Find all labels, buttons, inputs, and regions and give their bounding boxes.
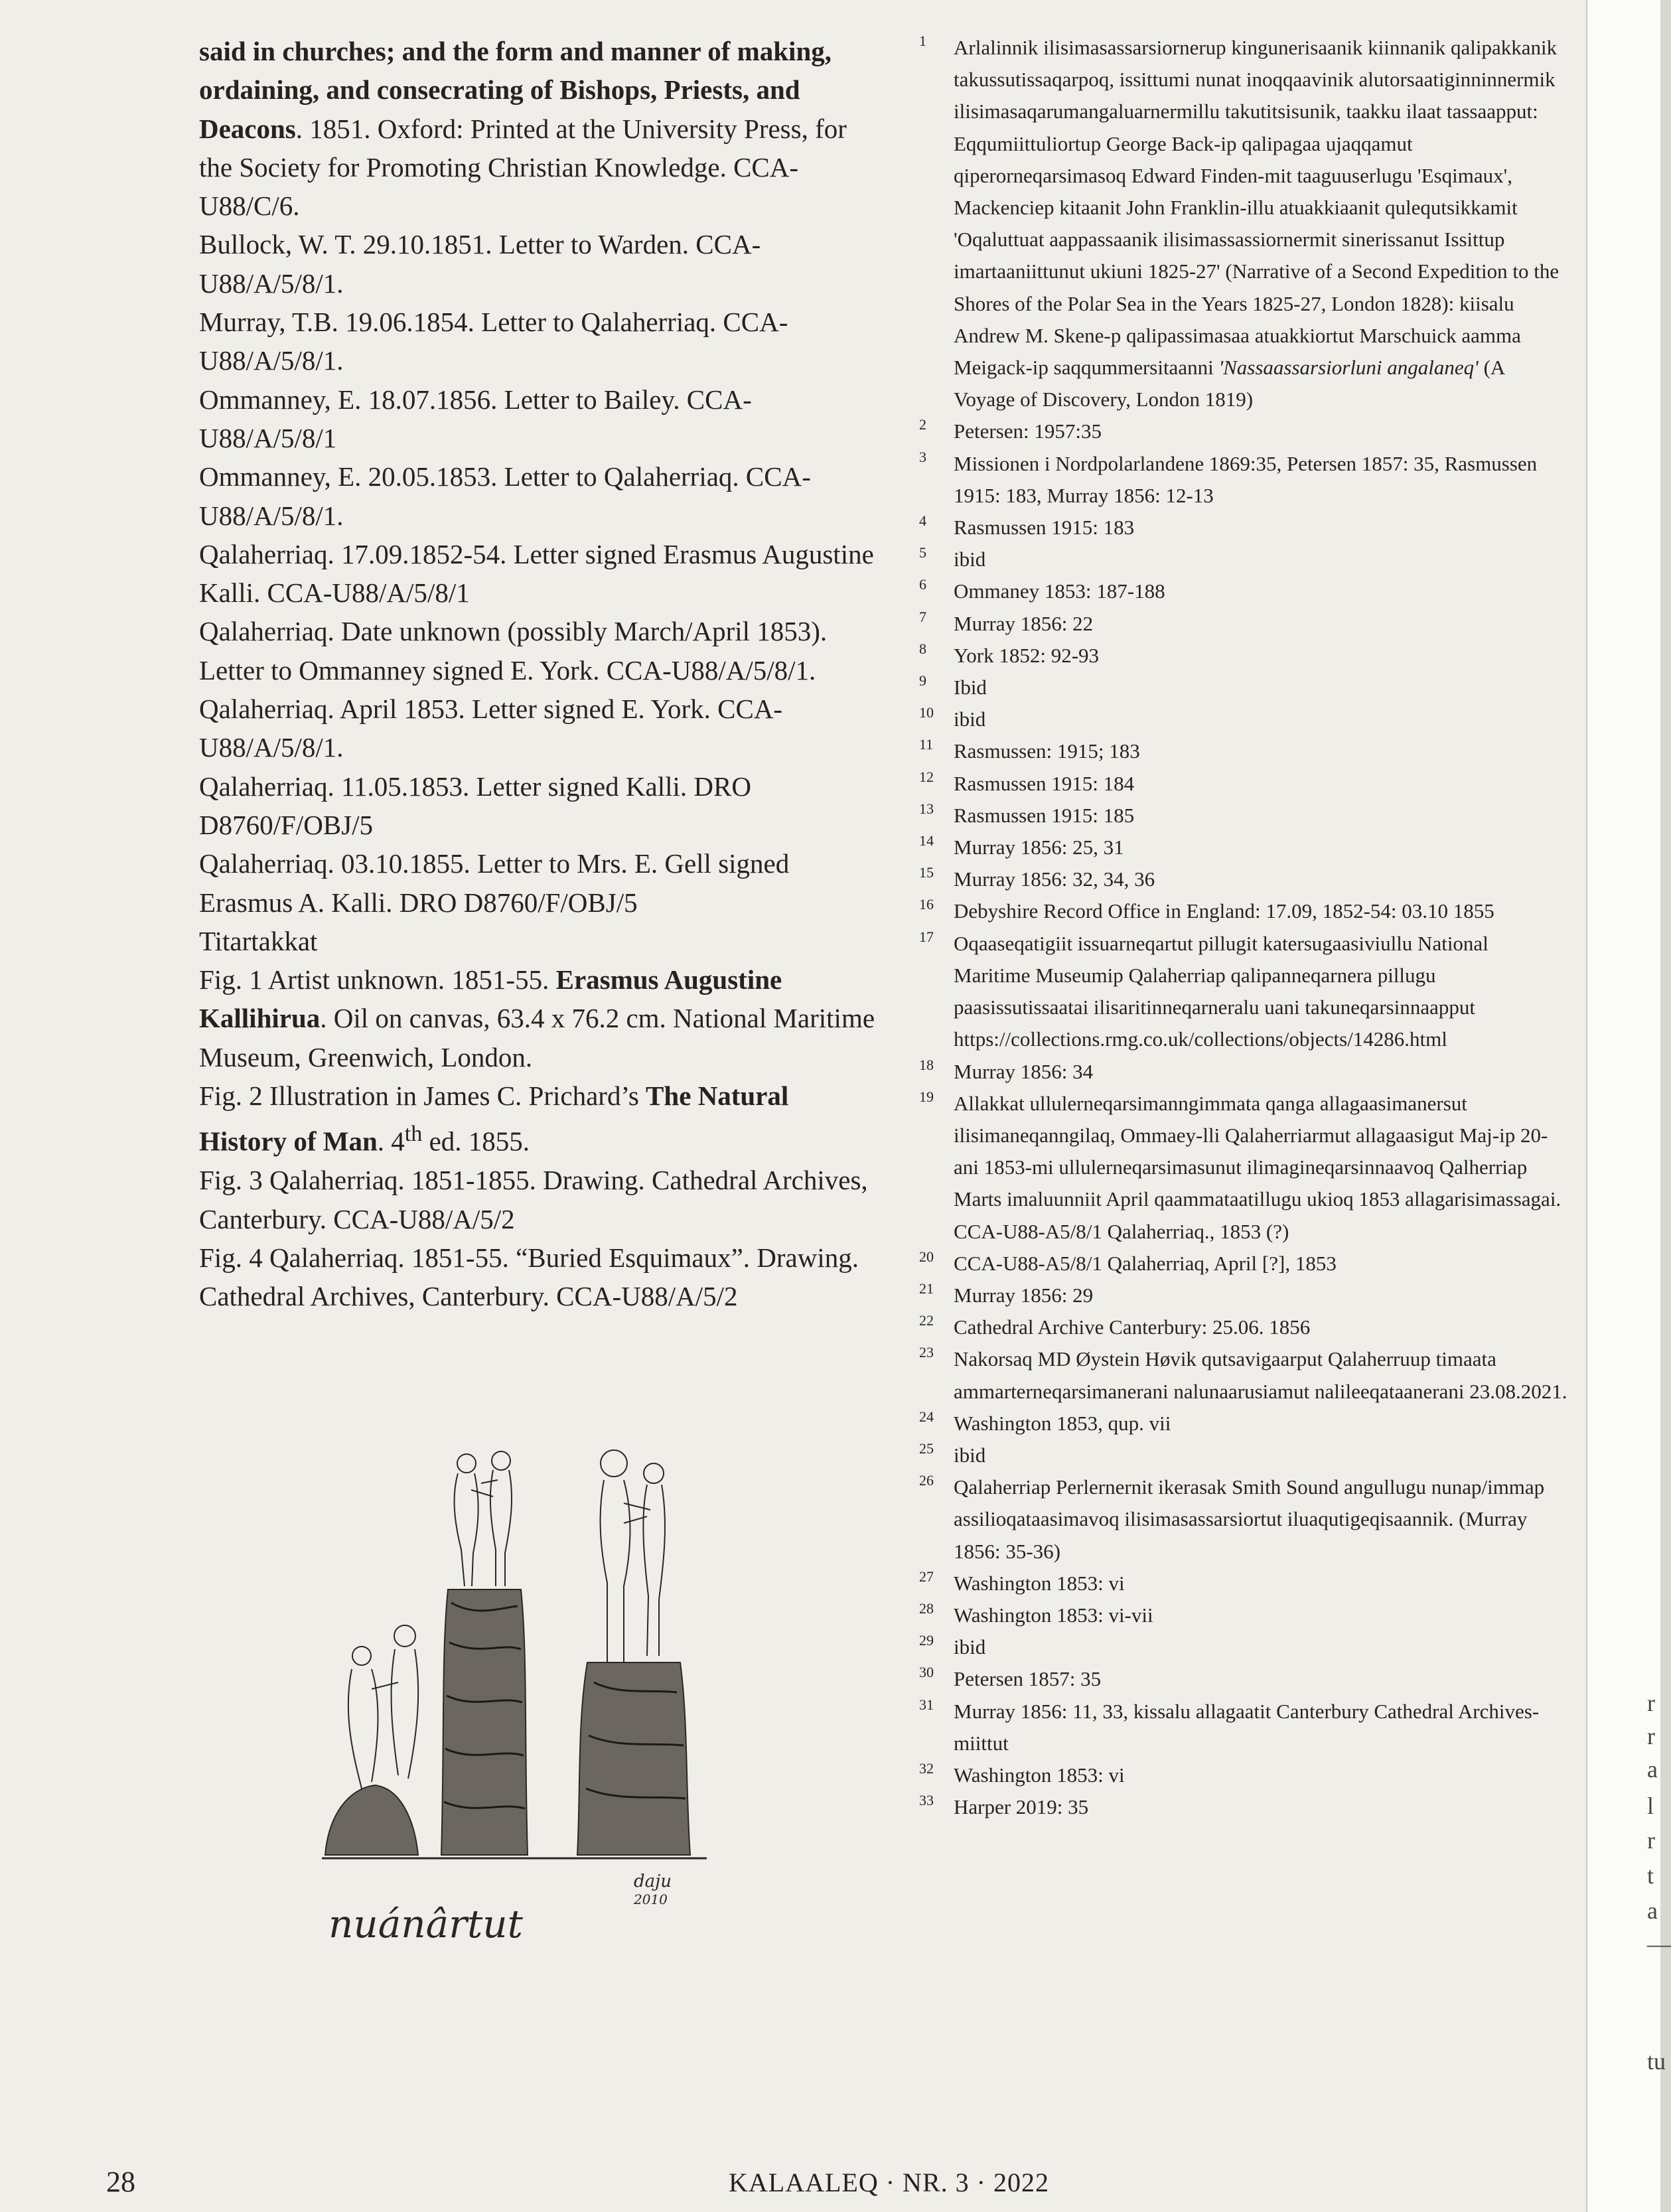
next-page-letter: t (1647, 1862, 1654, 1889)
footnote-text: ibid (954, 1443, 986, 1467)
footnote-text: Arlalinnik ilisimasassarsiornerup kingunerisaanik kiinnanik qalipakkanik takussutissaqarpoq, issittumi nunat inoqqaavinik alutorsaatiginninnermik ilisimasaqarumangaluarnermillu takutitsisunik, taakku ilaat tassaapput: Eqqumiittuliortup George Back-ip qalipagaa ujaqqamut qiperorneqarsimasoq Edward Finden-mit taaguuserlugu 'Esqimaux', Mackenciep kitaanit John Franklin-illu atuakkiaanit qulequtsikkamit 'Oqaluttuat aappassaanik ilisimassassiornermit sinerissanut Issittup imartaaniittunut ukiuni 1825-27' (Narrative of a Second Expedition to the Shores of the Polar Sea in the Years 1825-27, London 1828): kiisalu Andrew M. Skene-p qalipassimasaa atuakkiortut Marschuick aamma Meigack-ip saqqummersitaanni (954, 36, 1560, 380)
next-page-letter: — (1647, 1931, 1671, 1957)
footnote (919, 895, 1569, 927)
footnote (919, 1568, 1569, 1599)
footnote-text: Nakorsaq MD Øystein Høvik qutsavigaarput Qalaherruup timaata ammarterneqarsimanerani nalunaarusiamut nalileeqataanerani 23.08.2021. (954, 1347, 1567, 1403)
footnote-number: 10 (919, 704, 934, 721)
footnote-text: Ommaney 1853: 187-188 (954, 579, 1165, 603)
footnote-text: Murray 1856: 22 (954, 611, 1094, 635)
footnote (919, 1439, 1569, 1471)
footnote-text: Missionen i Nordpolarlandene 1869:35, Petersen 1857: 35, Rasmussen 1915: 183, Murray 1856: 12-13 (954, 451, 1538, 507)
next-page-letter: r (1647, 1827, 1655, 1854)
footnote-number: 22 (919, 1312, 934, 1329)
footnote (919, 800, 1569, 832)
footnote (919, 1056, 1569, 1088)
footnote-number: 14 (919, 832, 934, 849)
section-heading: Titartakkat (199, 925, 318, 956)
footnote-italic-title: 'Nassaassarsiorluni angalaneq' (1218, 356, 1479, 380)
footnote-text: Debyshire Record Office in England: 17.09, 1852-54: 03.10 1855 (954, 899, 1494, 923)
page-number: 28 (106, 2166, 135, 2198)
footnote-text: Petersen 1857: 35 (954, 1667, 1102, 1691)
footnote-text: CCA-U88-A5/8/1 Qalaherriaq, April [?], 1853 (954, 1251, 1337, 1275)
footnote (919, 735, 1569, 767)
reference-entry: Murray, T.B. 19.06.1854. Letter to Qalaherriaq. CCA-U88/A/5/8/1. (199, 307, 788, 376)
footnote (919, 1791, 1569, 1823)
footnote-text: Rasmussen 1915: 183 (954, 516, 1135, 540)
footnote-number: 16 (919, 896, 934, 913)
footnote-number: 13 (919, 800, 934, 817)
figure-caption-4: Fig. 4 Qalaherriaq. 1851-55. “Buried Esquimaux”. Drawing. Cathedral Archives, Canterbury. CCA-U88/A/5/2 (199, 1242, 859, 1312)
footnote-text: Harper 2019: 35 (954, 1795, 1089, 1819)
footnote-number: 28 (919, 1599, 934, 1617)
footnote (919, 672, 1569, 703)
footnote-text: Rasmussen 1915: 185 (954, 803, 1135, 827)
footnote-number: 26 (919, 1472, 934, 1489)
footnote-number: 21 (919, 1280, 934, 1297)
footnote-text: Murray 1856: 34 (954, 1059, 1094, 1083)
next-page-letter: l (1647, 1793, 1654, 1819)
footnote-number: 11 (919, 736, 934, 753)
footnote-text: Ibid (954, 676, 987, 700)
footnote (919, 1696, 1569, 1759)
footnote (919, 608, 1569, 640)
footnotes-column (919, 32, 1569, 1823)
footnote-number: 25 (919, 1439, 934, 1457)
footnote-text: Cathedral Archive Canterbury: 25.06. 1856 (954, 1315, 1311, 1339)
footnote (919, 640, 1569, 672)
footnote-text: Rasmussen: 1915; 183 (954, 739, 1140, 763)
footnote-text: Petersen: 1957:35 (954, 419, 1102, 443)
footnote-number: 17 (919, 928, 934, 945)
footnote-number: 1 (919, 33, 926, 49)
footnote (919, 863, 1569, 895)
footnote-text: Murray 1856: 29 (954, 1283, 1094, 1307)
footnote (919, 1311, 1569, 1343)
footnote-number: 3 (919, 448, 926, 465)
footnote-text-after: (A Voyage of Discovery, London 1819) (954, 356, 1504, 411)
footnote-text: Murray 1856: 32, 34, 36 (954, 867, 1155, 891)
footnote-number: 15 (919, 864, 934, 881)
footnote-text: Washington 1853: vi-vii (954, 1603, 1153, 1627)
footnote-number: 23 (919, 1344, 934, 1361)
footnote-number: 6 (919, 576, 926, 593)
footnote (919, 544, 1569, 575)
footnote (919, 703, 1569, 735)
footnote (919, 928, 1569, 1056)
footnote-number: 20 (919, 1248, 934, 1265)
footnote-text: Oqaaseqatigiit issuarneqartut pillugit katersugaasiviullu National Maritime Museumip Qalaherriap qalipanneqarnera pillugu paasissutissaatai ilisaritinneqarneralu uani takuneqarsinnaapput (954, 931, 1489, 1019)
next-page-letter: r (1647, 1690, 1655, 1716)
reference-entry: Ommanney, E. 20.05.1853. Letter to Qalaherriaq. CCA-U88/A/5/8/1. (199, 461, 811, 531)
footnote-text: Allakkat ullulerneqarsimanngimmata qanga allagaasimanersut ilisimaneqanngilaq, Ommaey-lli Qalaherriarmut allagaasigut Maj-ip 20-ani 1853-mi ullulerneqarsimasunut ilimagineqarsinnaavoq Qalherriap Marts imaluunniit April qaammataatillugu ukioq 1853 allagarisimassagai. CCA-U88-A5/8/1 Qalaherriaq., 1853 (?) (954, 1091, 1562, 1243)
footnote (919, 415, 1569, 447)
figure-caption-3: Fig. 3 Qalaherriaq. 1851-1855. Drawing. Cathedral Archives, Canterbury. CCA-U88/A/5/2 (199, 1165, 868, 1234)
footnote-number: 19 (919, 1088, 934, 1105)
footnote-number: 4 (919, 512, 926, 530)
footnote (919, 768, 1569, 800)
footnote-number: 29 (919, 1632, 934, 1649)
footnote (919, 1280, 1569, 1311)
footnote (919, 32, 1569, 415)
artist-signature: daju 2010 (634, 1872, 672, 1907)
footnote-number: 12 (919, 768, 934, 785)
footnote-text: Murray 1856: 25, 31 (954, 836, 1124, 859)
footnote (919, 1663, 1569, 1695)
footnote-text: Murray 1856: 11, 33, kissalu allagaatit Canterbury Cathedral Archives-miittut (954, 1699, 1540, 1755)
magazine-footer: KALAALEQ · NR. 3 · 2022 (729, 2168, 1049, 2197)
reference-entry: Bullock, W. T. 29.10.1851. Letter to Warden. CCA-U88/A/5/8/1. (199, 229, 761, 299)
footnote-number: 33 (919, 1792, 934, 1809)
footnote-number: 18 (919, 1056, 934, 1073)
footnote (919, 1408, 1569, 1439)
references-column (199, 32, 876, 1315)
footnote-number: 5 (919, 544, 926, 561)
footnote-number: 7 (919, 608, 926, 625)
footnote-number: 30 (919, 1664, 934, 1681)
reference-entry: Qalaherriaq. Date unknown (possibly March/April 1853). Letter to Ommanney signed E. York. CCA-U88/A/5/8/1. (199, 616, 828, 686)
footnote-number: 31 (919, 1696, 934, 1713)
footnote (919, 1759, 1569, 1791)
footnote (919, 832, 1569, 863)
next-page-letter: a (1647, 1756, 1658, 1783)
footnote-number: 2 (919, 416, 926, 433)
footnote (919, 1248, 1569, 1280)
next-page-letter: a (1647, 1897, 1658, 1924)
collection-link[interactable]: https://collections.rmg.co.uk/collections/objects/14286.html (954, 1027, 1447, 1051)
footnote (919, 1343, 1569, 1407)
footnote-text: Rasmussen 1915: 184 (954, 771, 1135, 795)
footnote-number: 24 (919, 1408, 934, 1425)
reference-entry: Ommanney, E. 18.07.1856. Letter to Bailey. CCA-U88/A/5/8/1 (199, 384, 752, 453)
footnote-number: 8 (919, 640, 926, 657)
footnote-text: ibid (954, 707, 986, 731)
reference-entry: Qalaherriaq. April 1853. Letter signed E. York. CCA-U88/A/5/8/1. (199, 694, 783, 763)
reference-entry: Qalaherriaq. 17.09.1852-54. Letter signed Erasmus Augustine Kalli. CCA-U88/A/5/8/1 (199, 538, 874, 609)
next-page-letter: r (1647, 1723, 1655, 1749)
footnote (919, 1599, 1569, 1631)
handwritten-caption: nuánârtut (328, 1901, 523, 1947)
footnote-number: 32 (919, 1759, 934, 1777)
footnote-text: Washington 1853: vi (954, 1571, 1125, 1595)
reference-entry: said in churches; and the form and manner of making, ordaining, and consecrating of Bishops, Priests, and Deacons. 1851. Oxford: Printed at the University Press, for the Society for Promoting Christian Knowledge. CCA-U88/C/6. (199, 36, 847, 222)
footnote (919, 1631, 1569, 1663)
footnote (919, 575, 1569, 607)
footnote-number: 9 (919, 672, 926, 690)
footnote-text: Washington 1853, qup. vii (954, 1411, 1171, 1435)
reference-entry: Qalaherriaq. 11.05.1853. Letter signed Kalli. DRO D8760/F/OBJ/5 (199, 771, 751, 840)
reference-title: said in churches; and the form and manner of making, ordaining, and consecrating of Bishops, Priests, and Deacons (199, 36, 832, 144)
figure-caption-2: Fig. 2 Illustration in James C. Prichard’s The Natural History of Man. 4th ed. 1855. (199, 1080, 789, 1157)
buried-esquimaux-drawing (322, 1443, 713, 1908)
next-page-edge (1586, 0, 1671, 2212)
sketch-illustration (322, 1443, 713, 1908)
footnote-text: ibid (954, 1635, 986, 1659)
footnote (919, 448, 1569, 512)
footnote-text: Washington 1853: vi (954, 1763, 1125, 1787)
footnote-text: Qalaherriap Perlernernit ikerasak Smith Sound angullugu nunap/immap assilioqataasimavoq ilisimasassarsiortut iluaqutigeqisaannik. (Murray 1856: 35-36) (954, 1475, 1545, 1563)
footnote-text: York 1852: 92-93 (954, 643, 1100, 667)
footnote-number: 27 (919, 1568, 934, 1585)
footnote-text: ibid (954, 548, 986, 571)
next-page-letter: tu (1647, 2048, 1666, 2075)
footnote (919, 1471, 1569, 1568)
footnote (919, 1088, 1569, 1248)
figure-caption-1: Fig. 1 Artist unknown. 1851-55. Erasmus Augustine Kallihirua. Oil on canvas, 63.4 x 76.2 cm. National Maritime Museum, Greenwich, London. (199, 964, 875, 1072)
reference-entry: Qalaherriaq. 03.10.1855. Letter to Mrs. E. Gell signed Erasmus A. Kalli. DRO D8760/F/OBJ/5 (199, 848, 790, 918)
footnote (919, 512, 1569, 544)
